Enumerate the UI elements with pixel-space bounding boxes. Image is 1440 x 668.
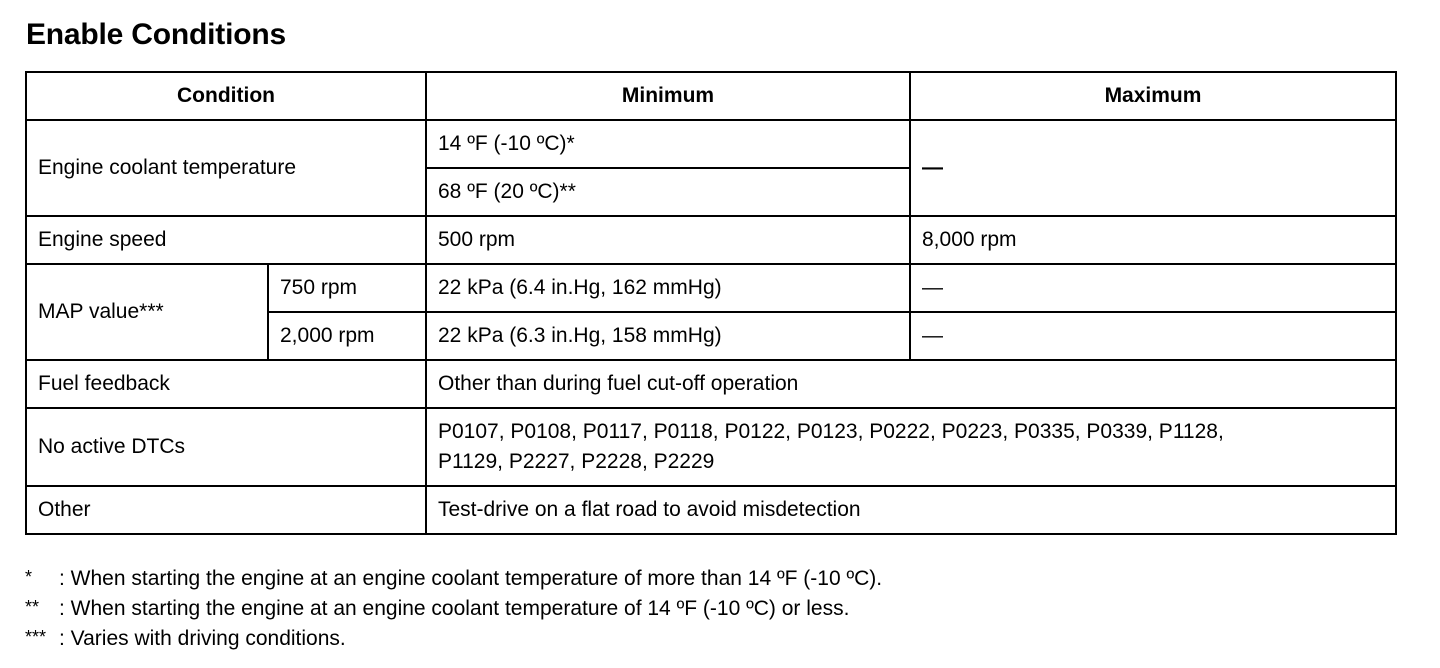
dtcs-value	[426, 408, 1396, 486]
footnotes	[25, 564, 1325, 654]
footnote-1	[25, 564, 1325, 594]
coolant-min-2: 68 ºF (20 ºC)**	[426, 168, 910, 216]
map-max-750: —	[910, 264, 1396, 312]
footnote-text: : When starting the engine at an engine coolant temperature of 14 ºF (-10 ºC) or less.	[59, 597, 850, 620]
table-row-fuel	[26, 360, 1396, 408]
footnote-mark: **	[25, 597, 40, 617]
footnote-text: : Varies with driving conditions.	[59, 627, 346, 650]
coolant-max: —	[910, 120, 1396, 216]
map-rpm-750: 750 rpm	[268, 264, 426, 312]
table-row-speed	[26, 216, 1396, 264]
speed-max: 8,000 rpm	[910, 216, 1396, 264]
fuel-value: Other than during fuel cut-off operation	[426, 360, 1396, 408]
table-row-coolant	[26, 120, 1396, 168]
page-title: Enable Conditions	[26, 18, 286, 51]
speed-min: 500 rpm	[426, 216, 910, 264]
other-label: Other	[26, 486, 426, 534]
speed-label: Engine speed	[26, 216, 426, 264]
table-row-dtcs	[26, 408, 1396, 486]
other-value: Test-drive on a flat road to avoid misdetection	[426, 486, 1396, 534]
footnote-3	[25, 624, 1325, 654]
header-minimum: Minimum	[426, 72, 910, 120]
table-row-map-750	[26, 264, 1396, 312]
table-row-other	[26, 486, 1396, 534]
enable-conditions-table	[25, 71, 1397, 535]
table-header-row	[26, 72, 1396, 120]
footnote-mark: ***	[25, 627, 47, 647]
map-max-2000: —	[910, 312, 1396, 360]
map-min-2000: 22 kPa (6.3 in.Hg, 158 mmHg)	[426, 312, 910, 360]
footnote-2	[25, 594, 1325, 624]
footnote-mark: *	[25, 567, 33, 587]
dtcs-value-line-2: P1129, P2227, P2228, P2229	[438, 450, 715, 473]
header-condition: Condition	[26, 72, 426, 120]
map-label: MAP value***	[26, 264, 268, 360]
footnote-text: : When starting the engine at an engine coolant temperature of more than 14 ºF (-10 ºC).	[59, 567, 883, 590]
fuel-label: Fuel feedback	[26, 360, 426, 408]
dtcs-label: No active DTCs	[26, 408, 426, 486]
map-rpm-2000: 2,000 rpm	[268, 312, 426, 360]
coolant-min-1: 14 ºF (-10 ºC)*	[426, 120, 910, 168]
header-maximum: Maximum	[910, 72, 1396, 120]
dtcs-value-line-1: P0107, P0108, P0117, P0118, P0122, P0123, P0222, P0223, P0335, P0339, P1128,	[438, 420, 1224, 443]
coolant-label: Engine coolant temperature	[26, 120, 426, 216]
map-min-750: 22 kPa (6.4 in.Hg, 162 mmHg)	[426, 264, 910, 312]
